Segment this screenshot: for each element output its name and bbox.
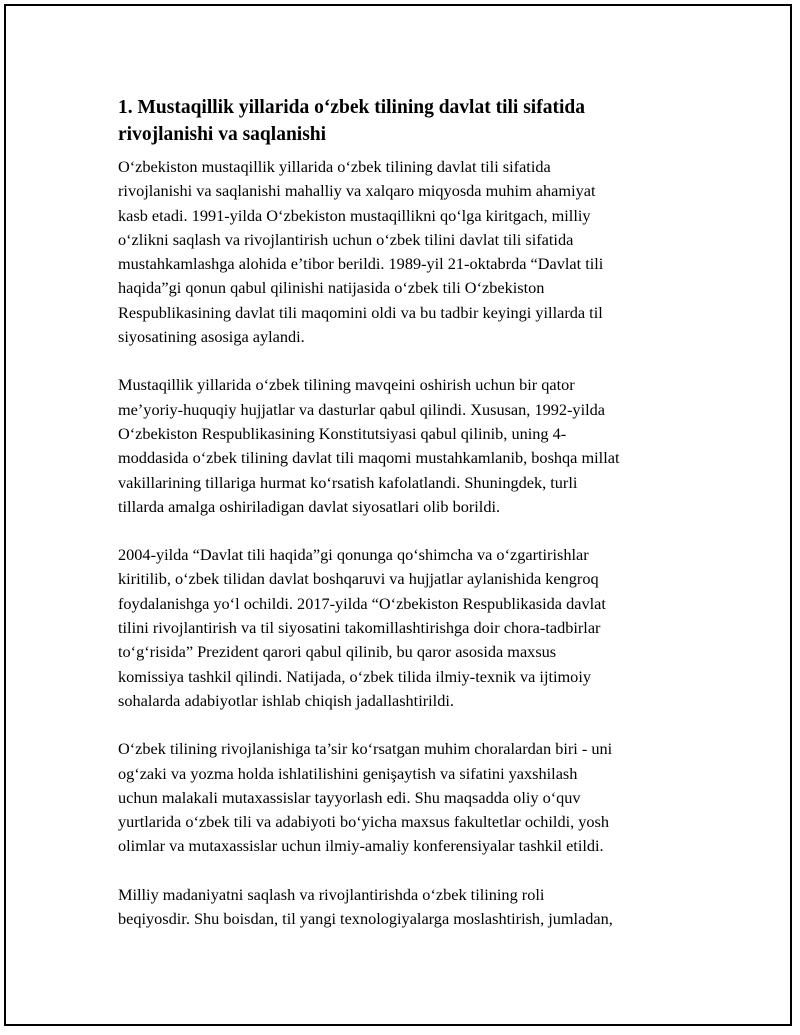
paragraph-2: Mustaqillik yillarida o‘zbek tilining mavqeini oshirish uchun bir qator me’yoriy-huquqiy hujjatlar va dasturlar qabul qilindi. Xususan, 1992-yilda O‘zbekiston Respublikasining Konstitutsiyasi qabul qilinib, uning 4- moddasida o‘zbek tilining davlat tili maqomi mustahkamlanib, boshqa millat vakillarining tillariga hurmat ko‘rsatish kafolatlandi. Shuningdek, turli tillarda amalga oshiriladigan davlat siyosatlari olib borildi. bbox=[118, 375, 620, 516]
paragraph-5: Milliy madaniyatni saqlash va rivojlantirishda o‘zbek tilining roli beqiyosdir. Shu boisdan, til yangi texnologiyalarga moslashtirish, jumladan, bbox=[118, 884, 613, 929]
document-body bbox=[118, 94, 688, 955]
paragraph-1: O‘zbekiston mustaqillik yillarida o‘zbek tilining davlat tili sifatida rivojlanishi va saqlanishi mahalliy va xalqaro miqyosda muhim ahamiyat kasb etadi. 1991-yilda O‘zbekiston mustaqillikni qo‘lga kiritgach, milliy o‘zlikni saqlash va rivojlantirish uchun o‘zbek tilini davlat tili sifatida mustahkamlashga alohida e’tibor berildi. 1989-yil 21-oktabrda “Davlat tili haqida”gi qonun qabul qilinishi natijasida o‘zbek tili O‘zbekiston Respublikasining davlat tili maqomini oldi va bu tadbir keyingi yillarda til siyosatining asosiga aylandi. bbox=[118, 157, 604, 347]
paragraph-3: 2004-yilda “Davlat tili haqida”gi qonunga qo‘shimcha va o‘zgartirishlar kiritilib, o‘zbek tilidan davlat boshqaruvi va hujjatlar aylanishida kengroq foydalanishga yo‘l ochildi. 2017-yilda “O‘zbekiston Respublikasida davlat tilini rivojlantirish va til siyosatini takomillashtirishga doir chora-tadbirlar to‘g‘risida” Prezident qarori qabul qilinib, bu qaror asosida maxsus komissiya tashkil qilindi. Natijada, o‘zbek tilida ilmiy-texnik va ijtimoiy sohalarda adabiyotlar ishlab chiqish jadallashtirildi. bbox=[118, 545, 606, 710]
section-heading: 1. Mustaqillik yillarida o‘zbek tilining davlat tili sifatida rivojlanishi va saqlanishi bbox=[118, 97, 585, 145]
paragraph-4: O‘zbek tilining rivojlanishiga ta’sir ko‘rsatgan muhim choralardan biri - uni og‘zaki va yozma holda ishlatilishini genişaytish va sifatini yaxshilash uchun malakali mutaxassislar tayyorlash edi. Shu maqsadda oliy o‘quv yurtlarida o‘zbek tili va adabiyoti bo‘yicha maxsus fakultetlar ochildi, yosh olimlar va mutaxassislar uchun ilmiy-amaliy konferensiyalar tashkil etildi. bbox=[118, 739, 613, 856]
